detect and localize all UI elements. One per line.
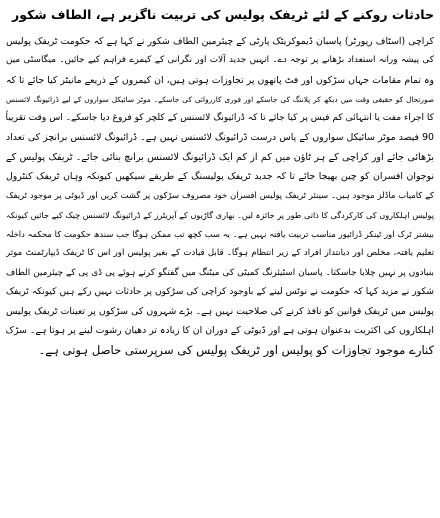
article-line: کراچی (اسٹاف رپورٹر) پاسبان ڈیموکریٹک پارٹی کے چیئرمین الطاف شکور نے کہا ہے کہ حکومت ٹریفک پولیس bbox=[6, 36, 434, 47]
article-line: نوجوان افسران کو چین بھیجا جائے تا کہ جدید ٹریفک پولیسنگ کے طریقے سیکھیں کیونکہ وہاں ٹریفک کنٹرول bbox=[6, 171, 434, 183]
article-line: صورتحال کو حقیقی وقت میں دیکھ کر پلاننگ کی جاسکے اور فوری کارروائی کی جاسکے۔ موٹر سائیکل سواروں کے لیے ڈرائیونگ لائسنس bbox=[6, 94, 434, 104]
article-line: شکور نے مزید کہا کہ حکومت نے نوٹس لینے کے باوجود کراچی کی سڑکوں پر حادثات نہیں رکے ہیں کیونکہ ٹریفک bbox=[6, 286, 434, 297]
article-line: کا اجراء مفت یا انتہائی کم فیس پر کیا جائے تا کہ ڈرائیونگ لائسنس کے کلچر کو فروغ دیا جاسکے۔ اس وقت تقریباً bbox=[6, 113, 434, 124]
article-line: کنارے موجود تجاوزات کو پولیس اور ٹریفک پولیس کی سرپرستی حاصل ہوتی ہے۔ bbox=[38, 342, 434, 357]
article-line: بنیادوں پر نہیں چلایا جاسکتا۔ پاسبان اسٹیئرنگ کمیٹی کی میٹنگ میں گفتگو کرتے ہوئے پی ڈی پی کے چیئرمین الطاف bbox=[6, 267, 434, 278]
article-line: کے کامیاب ماڈلز موجود ہیں۔ سینئر ٹریفک پولیس افسران خود مصروف سڑکوں پر گشت کریں اور ڈیوٹی پر موجود ٹریفک bbox=[6, 190, 434, 201]
article-line: اہلکاروں کی اکثریت بدعنوان ہوتی ہے اور ڈیوٹی کے دوران ان کا زیادہ تر دھیان رشوت لینے پر ہوتا ہے۔ سڑک bbox=[6, 325, 434, 337]
article-line: بڑھائی جائے اور کراچی کے ہر ٹاؤن میں کم از کم ایک ڈرائیونگ لائسنس برانچ بنائی جائے۔ ٹریفک پولیس کے bbox=[6, 151, 434, 163]
article-line: پولیس اہلکاروں کی کارکردگی کا ذاتی طور پر جائزہ لیں۔ بھاری گاڑیوں کے آپریٹرز کے ڈرائیونگ لائسنس چیک کیے جائیں کیونکہ bbox=[6, 209, 434, 220]
article-line: کی پیشہ ورانہ استعداد بڑھانے پر توجہ دے۔ انہیں جدید آلات اور نگرانی کے کیمرے فراہم کیے جائیں۔ میگاسٹی میں bbox=[6, 55, 434, 66]
article-line: تعلیم یافتہ، مخلص اور دیانتدار افراد کے زیر انتظام ہوگا۔ قابل قیادت کے بغیر پولیس اور اس کا ٹریفک ڈیپارٹمنٹ موثر bbox=[6, 248, 434, 259]
article-headline: حادثات روکنے کے لئے ٹریفک پولیس کی تربیت ناگزیر ہے، الطاف شکور bbox=[12, 7, 434, 22]
article-line: بیشتر ٹرک اور ٹینکر ڈرائیور مناسب تربیت یافتہ نہیں ہے۔ یہ سب کچھ تب ممکن ہوگا جب سندھ حکومت کا محکمہ داخلہ bbox=[6, 228, 434, 239]
article-line: وہ تمام مقامات جہاں سڑکوں اور فٹ پاتھوں پر تجاوزات ہوتی ہیں، ان کیمروں کے ذریعے مانیٹر کیا جائے تا کہ bbox=[6, 74, 434, 86]
article-line: پولیس میں ٹریفک قوانین کو نافذ کرنے کی صلاحیت نہیں ہے۔ بڑے شہروں کی سڑکوں پر تعینات ٹریفک پولیس bbox=[6, 306, 434, 318]
article-body bbox=[6, 32, 434, 360]
article-line: 90 فیصد موٹر سائیکل سواروں کے پاس درست ڈرائیونگ لائسنس نہیں ہے۔ ڈرائیونگ لائسنس برانچز کی تعداد bbox=[6, 132, 434, 144]
